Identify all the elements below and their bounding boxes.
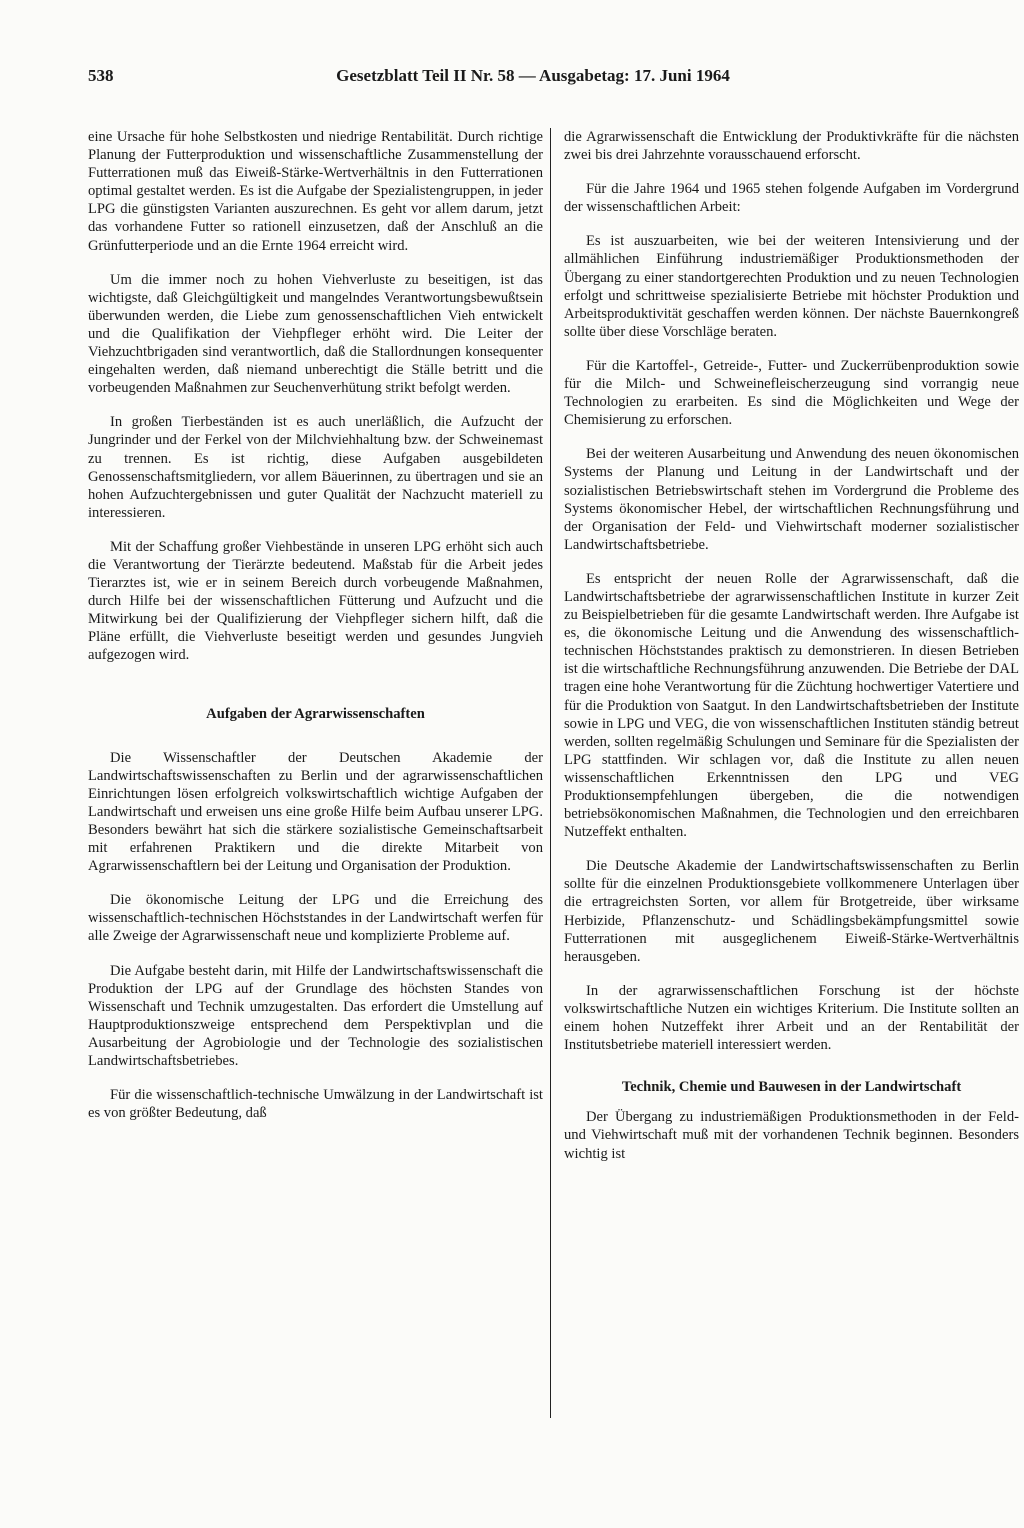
paragraph: Für die Jahre 1964 und 1965 stehen folgende Aufgaben im Vordergrund der wissenschaftlichen Arbeit: [564,181,1019,216]
left-column [88,128,543,1138]
page-number: 538 [88,66,114,85]
paragraph: Die Deutsche Akademie der Landwirtschaftswissenschaften zu Berlin sollte für die einzelnen Produktionsgebiete vollkommenere Unterlagen über die ertragreichsten Sorten, vor allem für Brotgetreide, über wirksame Herbizide, Pflanzenschutz- und Schädlingsbekämpfungsmittel sowie Futterrationen mit ausgeglichenem Eiweiß-Stärke-Wertverhältnis herausgeben. [564,858,1019,965]
paragraph: Für die wissenschaftlich-technische Umwälzung in der Landwirtschaft ist es von größter Bedeutung, daß [88,1087,543,1122]
page-header [88,66,994,96]
section-heading: Technik, Chemie und Bauwesen in der Landwirtschaft [621,1079,962,1096]
paragraph: Die Aufgabe besteht darin, mit Hilfe der Landwirtschaftswissenschaft die Produktion der LPG auf der Grundlage des höchsten Standes von Wissenschaft und Technik umzugestalten. Das erfordert die Umstellung auf Hauptproduktionszweige entsprechend dem Perspektivplan und die Ausarbeitung der Agrobiologie und der Technologie des sozialistischen Landwirtschaftsbetriebes. [88,962,543,1070]
paragraph: Um die immer noch zu hohen Viehverluste zu beseitigen, ist das wichtigste, daß Gleichgültigkeit und mangelndes Verantwortungsbewußtsein überwunden werden, die Liebe zum genossenschaftlichen Vieh entwickelt und die Qualifikation der Viehpfleger erhöht wird. Die Leiter der Viehzuchtbrigaden sind verantwortlich, daß die Stallordnungen konsequenter eingehalten werden, daß niemand unberechtigt die Ställe betritt und die vorbeugenden Maßnahmen zur Seuchenverhütung strikt befolgt werden. [88,271,543,397]
right-column [564,128,1019,1179]
paragraph: Für die Kartoffel-, Getreide-, Futter- und Zuckerrübenproduktion sowie für die Milch- und Schweinefleischerzeugung sind vorrangig neue Technologien zu erarbeiten. Es sind die Möglichkeiten und Wege der Chemisierung zu erforschen. [564,357,1019,429]
paragraph: Mit der Schaffung großer Viehbestände in unseren LPG erhöht sich auch die Verantwortung der Tierärzte bedeutend. Maßstab für die Arbeit jedes Tierarztes ist, wie er in seinem Bereich durch vorbeugende Maßnahmen, durch Hilfe bei der wissenschaftlichen Fütterung und Aufzucht und die Mitwirkung bei der Qualifizierung der Viehpfleger sichern hilft, daß die Pläne erfüllt, die Viehverluste beseitigt werden und gesundes Jungvieh aufgezogen wird. [88,538,543,664]
paragraph: die Agrarwissenschaft die Entwicklung der Produktivkräfte für die nächsten zwei bis drei Jahrzehnte vorausschauend erforscht. [564,129,1019,164]
paragraph: Der Übergang zu industriemäßigen Produktionsmethoden in der Feld- und Viehwirtschaft muß mit der vorhandenen Technik beginnen. Besonders wichtig ist [564,1109,1019,1162]
paragraph: Es entspricht der neuen Rolle der Agrarwissenschaft, daß die Landwirtschaftsbetriebe der agrarwissenschaftlichen Institute in kurzer Zeit zu Beispielbetrieben für die gesamte Landwirtschaft werden. Ihre Aufgabe ist es, die ökonomische Leitung und die Anwendung des wissenschaftlich-technischen Höchststandes praktisch zu demonstrieren. In diesen Betrieben ist die wirtschaftliche Rechnungsführung anzuwenden. Die Betriebe der DAL tragen eine hohe Verantwortung für die Züchtung hochwertiger Vatertiere und für die Produktion von Saatgut. In den Landwirtschaftsbetrieben der Institute sowie in LPG und VEG, die von wissenschaftlichen Instituten ständig betreut werden, sollten regelmäßig Schulungen und Seminare für die Spezialisten der LPG stattfinden. Wir schlagen vor, daß die Institute zu allen neuen wissenschaftlichen Erkenntnissen den LPG und VEG Produktionsempfehlungen übergeben, die die notwendigen betriebsökonomischen Maßnahmen, die Technologien und den erreichbaren Nutzeffekt enthalten. [564,570,1019,841]
column-divider [550,128,551,1418]
paragraph: Die Wissenschaftler der Deutschen Akademie der Landwirtschaftswissenschaften zu Berlin und der agrarwissenschaftlichen Einrichtungen lösen erfolgreich volkswirtschaftlich wichtige Aufgaben der Landwirtschaft und erweisen uns eine große Hilfe beim Aufbau unserer LPG. Besonders bewährt hat sich die stärkere sozialistische Gemeinschaftsarbeit mit erfahrenen Praktikern und die direkte Mitarbeit von Agrarwissenschaftlern bei der Leitung und Organisation der Produktion. [88,749,543,875]
paragraph: Bei der weiteren Ausarbeitung und Anwendung des neuen ökonomischen Systems der Planung und Leitung in der Landwirtschaft und der sozialistischen Betriebswirtschaft stehen im Vordergrund die Probleme des Systems ökonomischer Hebel, der wirtschaftlichen Rechnungsführung und der Organisation der Feld- und Viehwirtschaft moderner sozialistischer Landwirtschaftsbetriebe. [564,446,1019,553]
paragraph: In der agrarwissenschaftlichen Forschung ist der höchste volkswirtschaftliche Nutzen ein wichtiges Kriterium. Die Institute sollten an einem hohen Nutzeffekt ihrer Arbeit und an der Rentabilität der Institutsbetriebe materiell interessiert werden. [564,982,1019,1054]
section-heading: Aufgaben der Agrarwissenschaften [206,705,425,722]
paragraph: Die ökonomische Leitung der LPG und die Erreichung des wissenschaftlich-technischen Höchststandes in der Landwirtschaft werfen für alle Zweige der Agrarwissenschaft neue und komplizierte Probleme auf. [88,892,543,945]
paragraph: Es ist auszuarbeiten, wie bei der weiteren Intensivierung und der allmählichen Einführung industriemäßiger Produktionsmethoden der Übergang zu einer standortgerechten Produktion und zu neuen Technologien erfolgt und schrittweise spezialisierte Betriebe mit höchster Produktion und Arbeitsproduktivität geschaffen werden können. Der nächste Bauernkongreß sollte über diese Vorschläge beraten. [564,233,1019,340]
paragraph: In großen Tierbeständen ist es auch unerläßlich, die Aufzucht der Jungrinder und der Ferkel von der Milchviehhaltung bzw. der Schweinemast zu trennen. Es ist richtig, diese Aufgaben ausgebildeten Genossenschaftsmitgliedern, vor allem Bäuerinnen, zu übertragen und sie an hohen Aufzuchtergebnissen und guter Qualität der Nachzucht materiell zu interessieren. [88,414,543,521]
header-title: Gesetzblatt Teil II Nr. 58 — Ausgabetag: 17. Juni 1964 [336,66,730,85]
paragraph: eine Ursache für hohe Selbstkosten und niedrige Rentabilität. Durch richtige Planung der Futterproduktion und wissenschaftliche Zusammenstellung der Futterrationen muß das Eiweiß-Stärke-Wertverhältnis in den Futterrationen optimal gestaltet werden. Es ist die Aufgabe der Spezialistengruppen, in jeder LPG die günstigsten Varianten auszurechnen. Es geht vor allem darum, jetzt das vorhandene Futter so rationell einzusetzen, daß der Anschluß an die Grünfutterperiode und an die Ernte 1964 erreicht wird. [88,129,543,254]
